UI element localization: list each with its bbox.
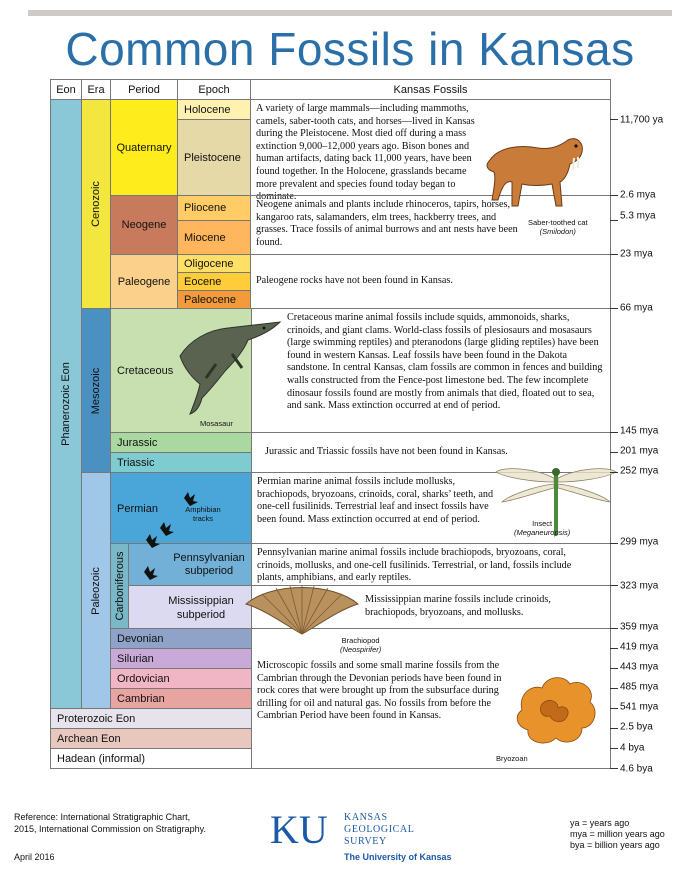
kgs-logo [270, 807, 460, 866]
tick [610, 254, 618, 255]
tick [610, 195, 618, 196]
fossils-jurassic-triassic-text: Jurassic and Triassic fossils have not been found in Kansas. [265, 446, 508, 458]
tick [610, 452, 618, 453]
age-label: 419 mya [620, 641, 659, 653]
epoch-oligocene: Oligocene [177, 254, 251, 273]
epoch-eocene: Eocene [177, 272, 251, 291]
eon-phanerozoic [50, 99, 82, 709]
age-label: 2.5 bya [620, 721, 653, 733]
page-title: Common Fossils in Kansas [65, 23, 635, 75]
header-kansas-fossils: Kansas Fossils [250, 79, 611, 100]
tick [610, 708, 618, 709]
period-ordovician: Ordovician [110, 668, 252, 689]
cat-caption-name: Saber-toothed cat [528, 218, 588, 227]
period-mississippian-label: Mississippian subperiod [168, 595, 234, 621]
tick [610, 688, 618, 689]
fossils-paleogene [250, 254, 611, 309]
fossils-early-paleozoic-text: Microscopic fossils and some small marine fossils from the Cambrian through the Devonian periods have been found in rock cores that were brought up from the subsurface during drilling for oil and natural gas. No fossils from before the Cambrian Period have been found in Kansas. [257, 660, 502, 722]
epoch-pliocene: Pliocene [177, 195, 251, 221]
fossils-cretaceous [251, 308, 611, 433]
epoch-pleistocene: Pleistocene [177, 119, 251, 196]
age-label: 11,700 ya [620, 114, 664, 126]
period-pennsylvanian-label: Pennsylvanian subperiod [173, 552, 245, 577]
top-rule [28, 10, 672, 16]
period-carboniferous-label: Carboniferous [113, 551, 126, 621]
fossils-neogene-text: Neogene animals and plants include rhinoceros, tapirs, horses, kangaroo rats, salamanders, elm trees, hackberry trees, and grasses. Trace fossils of animal burrows and ant nests have been found. [256, 199, 518, 248]
period-devonian: Devonian [110, 628, 252, 649]
cat-caption-sci: (Smilodon) [539, 227, 576, 236]
period-paleogene: Paleogene [110, 254, 178, 309]
logo-line-2: GEOLOGICAL [344, 824, 415, 835]
insect-caption-name: Insect [532, 519, 553, 528]
header-epoch: Epoch [177, 79, 251, 100]
reference-line-2: 2015, International Commission on Stratigraphy. [14, 824, 206, 834]
period-cambrian: Cambrian [110, 688, 252, 709]
era-mesozoic [81, 308, 111, 473]
age-label: 4 bya [620, 742, 645, 754]
era-cenozoic-label: Cenozoic [90, 181, 102, 227]
tick [610, 472, 618, 473]
eon-phanerozoic-label: Phanerozoic Eon [60, 362, 72, 446]
fossils-mississippian-text: Mississippian marine fossils include crinoids, brachiopods, bryozoans, and mollusks. [365, 594, 551, 618]
period-cretaceous: Cretaceous [110, 308, 252, 433]
era-paleozoic [81, 472, 111, 709]
period-permian: Permian [110, 472, 252, 544]
bryozoan-illustration [512, 670, 602, 750]
fossils-permian-text: Permian marine animal fossils include mollusks, brachiopods, bryozoans, crinoids, coral, sharks’ teeth, and one-cell fusilinids. Terrestrial leaf and insect fossils have been found. Mass extinction occurred at end of period. [257, 476, 494, 525]
brachiopod-caption-name: Brachiopod [341, 636, 380, 645]
age-label: 5.3 mya [620, 210, 656, 222]
tracks-caption: Amphibian tracks [185, 505, 221, 523]
header-era: Era [81, 79, 111, 100]
logo-line-1: KANSAS [344, 812, 388, 823]
fossils-paleogene-text: Paleogene rocks have not been found in Kansas. [256, 275, 453, 287]
age-label: 485 mya [620, 681, 659, 693]
period-silurian: Silurian [110, 648, 252, 669]
tick [610, 648, 618, 649]
publication-date: April 2016 [14, 852, 55, 862]
logo-university: The University of Kansas [344, 852, 452, 862]
mosasaur-illustration [176, 316, 286, 416]
mosasaur-caption: Mosasaur [200, 419, 233, 428]
tick [610, 432, 618, 433]
logo-line-3: SURVEY [344, 836, 387, 847]
age-label: 2.6 mya [620, 189, 656, 201]
age-label: 299 mya [620, 536, 659, 548]
age-label: 23 mya [620, 248, 653, 260]
epoch-paleocene: Paleocene [177, 290, 251, 309]
tick [610, 220, 618, 221]
eon-hadean: Hadean (informal) [50, 748, 252, 769]
era-mesozoic-label: Mesozoic [90, 367, 102, 414]
age-label: 323 mya [620, 580, 659, 592]
era-cenozoic [81, 99, 111, 309]
era-paleozoic-label: Paleozoic [90, 566, 102, 615]
tick [610, 628, 618, 629]
eon-archean: Archean Eon [50, 728, 252, 749]
age-label: 252 mya [620, 465, 659, 477]
period-mississippian [128, 585, 252, 629]
tick [610, 768, 618, 769]
tick [610, 748, 618, 749]
saber-toothed-cat-illustration [478, 130, 588, 212]
brachiopod-illustration [242, 580, 362, 636]
age-label: 359 mya [620, 621, 659, 633]
tick [610, 585, 618, 586]
age-label: 145 mya [620, 425, 659, 437]
reference-line-1: Reference: International Stratigraphic Chart, [14, 812, 191, 822]
tick [610, 728, 618, 729]
insect-caption [514, 519, 570, 537]
period-jurassic: Jurassic [110, 432, 252, 453]
abbreviation-legend [570, 818, 665, 851]
insect-caption-sci: (Meganeuropsis) [514, 528, 571, 537]
age-label: 201 mya [620, 445, 659, 457]
legend-ya: ya = years ago [570, 818, 630, 828]
cat-caption [528, 218, 588, 236]
eon-proterozoic: Proterozoic Eon [50, 708, 252, 729]
period-carboniferous [110, 543, 129, 629]
header-period: Period [110, 79, 178, 100]
fossils-quaternary-text: A variety of large mammals—including mammoths, camels, saber-tooth cats, and horses—lived in Kansas during the Pleistocene. Most died off during a mass extinction 9,000–12,000 years ago. Bison bones and human artifacts, dating back 11,000 years, have been found together. In the Holocene, grasslands became more prevalent and species found today began to dominate. [256, 103, 475, 203]
tick [610, 308, 618, 309]
age-label: 4.6 bya [620, 763, 653, 775]
fossils-pennsylvanian-text: Pennsylvanian marine animal fossils include brachiopods, bryozoans, coral, crinoids, mollusks, and one-cell fusilinids. Terrestrial, or land, fossils include plants, amphibians, and early reptiles. [257, 547, 572, 584]
fossils-cretaceous-text: Cretaceous marine animal fossils include squids, ammonoids, sharks, crinoids, and giant clams. World-class fossils of plesiosaurs and mosasaurs (large swimming reptiles) and pteranodons (large gliding reptiles) have been found in western Kansas. Leaf fossils have been found in the Dakota sandstone. In central Kansas, clam fossils are common in fences and building walls constructed from the Fence-post limestone bed. The few incomplete dinosaur fossils found are mostly from animals that died, floated out to sea, and sank. Mass extinction occurred at end of period. [287, 312, 603, 412]
tick [610, 543, 618, 544]
epoch-miocene: Miocene [177, 220, 251, 255]
tick [610, 668, 618, 669]
reference-note [14, 811, 206, 835]
brachiopod-caption-sci: (Neospirifer) [340, 645, 382, 654]
age-label: 443 mya [620, 661, 659, 673]
period-triassic: Triassic [110, 452, 252, 473]
tick [610, 119, 618, 120]
header-eon: Eon [50, 79, 82, 100]
legend-bya: bya = billion years ago [570, 840, 660, 850]
period-neogene: Neogene [110, 195, 178, 255]
age-label: 66 mya [620, 302, 653, 314]
period-quaternary: Quaternary [110, 99, 178, 196]
ku-logo-mark: KU [270, 807, 328, 852]
legend-mya: mya = million years ago [570, 829, 665, 839]
bryozoan-caption: Bryozoan [496, 754, 528, 763]
epoch-holocene: Holocene [177, 99, 251, 120]
age-label: 541 mya [620, 701, 659, 713]
brachiopod-caption [340, 636, 381, 654]
